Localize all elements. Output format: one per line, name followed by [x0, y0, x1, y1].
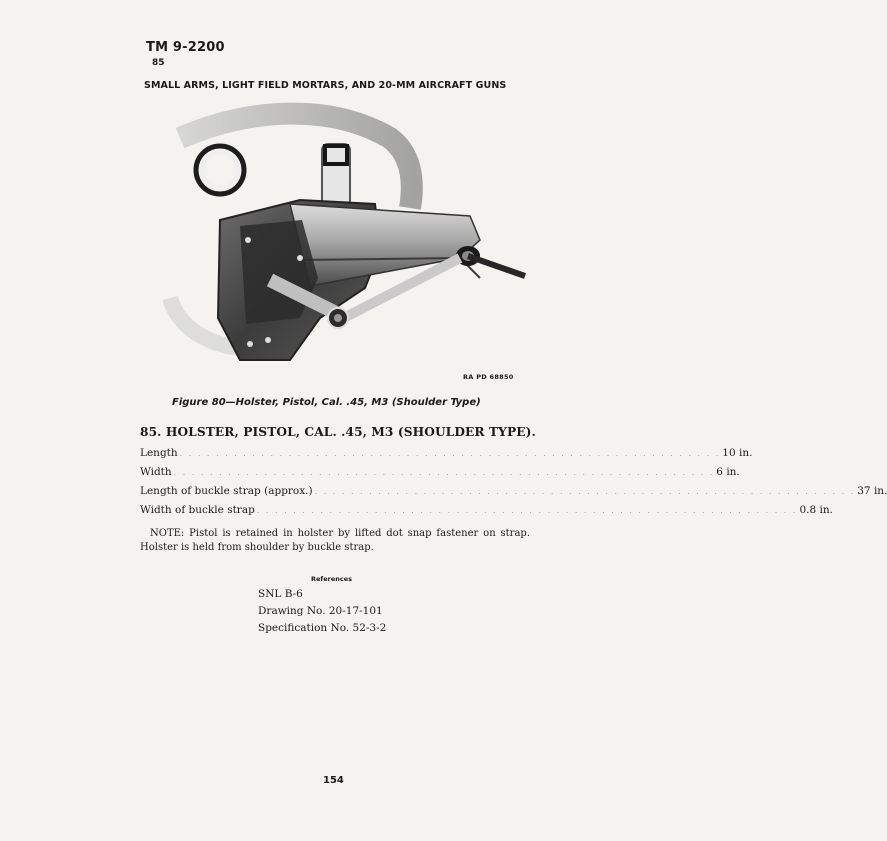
leader-dots: . . . . . . . . . . . . . . . . . . . . . . . . . . . . . . . . . . . . . . . . . . . . . . . . . . . . . . . . . . . .: [179, 449, 721, 458]
spec-row-length: [140, 447, 753, 466]
references-list: [258, 586, 386, 637]
reference-item: Drawing No. 20-17-101: [258, 605, 383, 617]
figure-caption: Figure 80—Holster, Pistol, Cal. .45, M3 (Shoulder Type): [172, 397, 481, 408]
leader-dots: . . . . . . . . . . . . . . . . . . . . . . . . . . . . . . . . . . . . . . . . . . . . . . . . . . . . . . . . . . . .: [314, 487, 856, 496]
spec-value: 37 in.: [857, 485, 887, 497]
spec-label: Length: [140, 447, 178, 459]
section-heading: 85. HOLSTER, PISTOL, CAL. .45, M3 (SHOULDER TYPE).: [140, 425, 536, 439]
reference-item: SNL B-6: [258, 588, 303, 600]
reference-item: Specification No. 52-3-2: [258, 622, 387, 634]
spec-label: Length of buckle strap (approx.): [140, 485, 313, 497]
spec-label: Width of buckle strap: [140, 504, 255, 516]
header-section-number: 85: [152, 58, 165, 68]
spec-label: Width: [140, 466, 172, 478]
page-number: 154: [323, 775, 344, 786]
spec-value: 6 in.: [716, 466, 740, 478]
leader-dots: . . . . . . . . . . . . . . . . . . . . . . . . . . . . . . . . . . . . . . . . . . . . . . . . . . . . . . . . . . . .: [256, 506, 798, 515]
references-heading: References: [311, 575, 353, 583]
leader-dots: . . . . . . . . . . . . . . . . . . . . . . . . . . . . . . . . . . . . . . . . . . . . . . . . . . . . . . . . . . . .: [173, 468, 715, 477]
running-title: SMALL ARMS, LIGHT FIELD MORTARS, AND 20-MM AIRCRAFT GUNS: [144, 80, 507, 91]
holster-photograph: [160, 108, 540, 388]
note-paragraph: NOTE: Pistol is retained in holster by lifted dot snap fastener on strap. Holster is held from shoulder by buckle strap.: [140, 528, 530, 553]
manual-number: TM 9-2200: [146, 40, 225, 55]
spec-value: 10 in.: [722, 447, 753, 459]
spec-row-width: [140, 466, 740, 485]
figure-reference-code: RA PD 68850: [463, 373, 514, 381]
spec-row-buckle-strap-width: [140, 504, 833, 523]
spec-row-buckle-strap-length: [140, 485, 887, 504]
specifications-list: [140, 447, 887, 523]
spec-value: 0.8 in.: [799, 504, 833, 516]
